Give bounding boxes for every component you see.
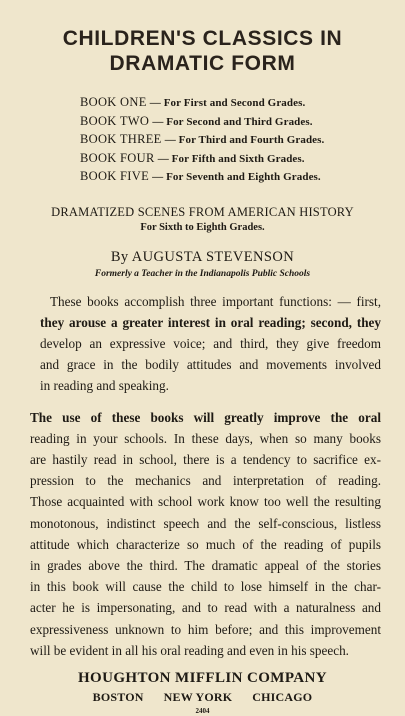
book-name: BOOK ONE (80, 95, 147, 109)
book-name: BOOK FIVE (80, 169, 150, 183)
book-list-item (80, 150, 381, 169)
paragraph-line: These books accomplish three important functions: — first, (50, 293, 381, 309)
history-series-grades: For Sixth to Eighth Grades. (140, 221, 265, 233)
paragraph-line: and grace in the bodily attitudes and movements involved (40, 357, 381, 373)
paragraph-line: will be evident in all his oral reading and even in his speech. (30, 642, 349, 658)
history-series (24, 204, 381, 236)
title-line-1: CHILDREN'S CLASSICS IN (62, 27, 343, 50)
author-credential: Formerly a Teacher in the Indianapolis Public Schools (94, 268, 311, 279)
city-new-york: NEW YORK (163, 689, 233, 704)
publisher-name: HOUGHTON MIFFLIN COMPANY (77, 669, 328, 686)
book-grades: — For Fifth and Sixth Grades. (157, 152, 305, 165)
book-name: BOOK THREE (80, 132, 162, 146)
book-grades: — For First and Second Grades. (149, 97, 306, 109)
paragraph-line: develop an expressive voice; and third, they give freedom (40, 335, 381, 351)
book-grades: — For Seventh and Eighth Grades. (152, 171, 321, 183)
paragraph-line: are hastily read in school, there is a tendency to sacrifice ex- (30, 451, 381, 467)
intro-paragraph (24, 291, 381, 397)
paragraph-line: acter he is impersonating, and to read with a naturalness and (30, 600, 381, 616)
publisher-cities (24, 690, 381, 705)
paragraph-line: in reading and speaking. (40, 378, 169, 394)
history-series-heading: DRAMATIZED SCENES FROM AMERICAN HISTORY (51, 204, 354, 219)
paragraph-line: attitude which characterize so much of the reading of pupils (30, 536, 381, 552)
title-line-2: DRAMATIC FORM (109, 52, 296, 75)
paragraph-line: in this book will cause the child to lose himself in the char- (30, 579, 381, 595)
paragraph-line: monotonous, indistinct speech and the self-conscious, listless (30, 515, 381, 531)
benefits-paragraph (24, 407, 381, 661)
paragraph-line: expressiveness unknown to him before; and this improvement (30, 621, 381, 637)
book-list-item (80, 168, 381, 187)
page-title (24, 26, 381, 76)
catalog-code: 2404 (195, 706, 210, 715)
paragraph-line: pression to the mechanics and interpretation of reading. (30, 473, 381, 489)
book-name: BOOK TWO (80, 113, 150, 128)
book-grades: — For Second and Third Grades. (152, 115, 313, 128)
city-chicago: CHICAGO (252, 689, 313, 704)
paragraph-line: in grades above the third. The dramatic appeal of the stories (30, 557, 381, 573)
book-list-item (80, 94, 381, 113)
book-list (80, 94, 381, 187)
book-list-item (80, 131, 381, 150)
paragraph-line: they arouse a greater interest in oral reading; second, they (40, 314, 381, 330)
author-byline: By AUGUSTA STEVENSON (110, 248, 295, 265)
book-name: BOOK FOUR (80, 150, 155, 165)
paragraph-line: The use of these books will greatly improve the oral (30, 409, 381, 425)
book-grades: — For Third and Fourth Grades. (164, 134, 325, 146)
book-list-item (80, 113, 381, 132)
paragraph-line: Those acquainted with school work know too well the resulting (30, 494, 381, 510)
paragraph-line: reading in your schools. In these days, when so many books (30, 430, 381, 446)
city-boston: BOSTON (92, 689, 144, 704)
